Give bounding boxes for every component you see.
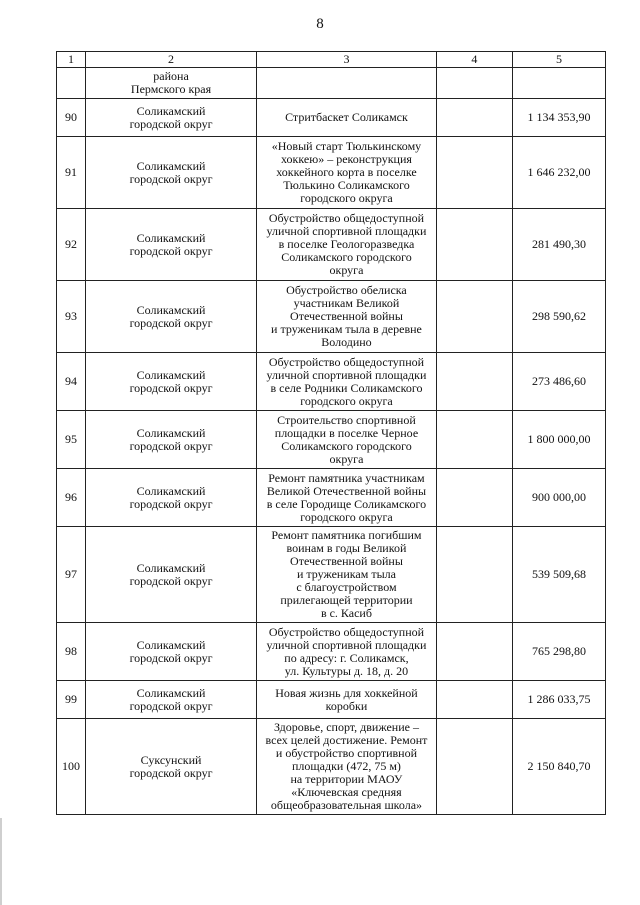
row-number: 96 [57, 469, 86, 527]
table-row [57, 719, 606, 815]
table-row [57, 281, 606, 353]
table-row [57, 353, 606, 411]
municipality-cell: Соликамский городской округ [85, 281, 256, 353]
municipality-cell: Соликамский городской округ [85, 623, 256, 681]
col4-cell [436, 411, 512, 469]
col4-cell [436, 99, 512, 137]
row-number: 90 [57, 99, 86, 137]
col4-cell [436, 469, 512, 527]
row-number: 98 [57, 623, 86, 681]
amount-cell: 2 150 840,70 [513, 719, 606, 815]
project-cell: Обустройство общедоступной уличной спортивной площадки по адресу: г. Соликамск, ул. Культуры д. 18, д. 20 [257, 623, 437, 681]
municipality-cell: Соликамский городской округ [85, 681, 256, 719]
amount-cell: 298 590,62 [513, 281, 606, 353]
column-header-4: 4 [436, 52, 512, 68]
table-row [57, 681, 606, 719]
row-number: 99 [57, 681, 86, 719]
municipality-cell: Соликамский городской округ [85, 137, 256, 209]
column-number-row [57, 52, 606, 68]
table-row [57, 99, 606, 137]
project-cell: Обустройство общедоступной уличной спортивной площадки в поселке Геологоразведка Соликамского городского округа [257, 209, 437, 281]
project-cell: Обустройство обелиска участникам Великой Отечественной войны и труженикам тыла в деревне Володино [257, 281, 437, 353]
table-row [57, 623, 606, 681]
col4-cell [436, 681, 512, 719]
continuation-row [57, 68, 606, 99]
amount-cell: 1 800 000,00 [513, 411, 606, 469]
municipality-cell: Соликамский городской округ [85, 469, 256, 527]
page-edge-line [0, 818, 2, 905]
project-cell: Обустройство общедоступной уличной спортивной площадки в селе Родники Соликамского городского округа [257, 353, 437, 411]
amount-cell: 281 490,30 [513, 209, 606, 281]
table-body [57, 68, 606, 815]
municipality-cell: Соликамский городской округ [85, 411, 256, 469]
project-cell: Ремонт памятника участникам Великой Отечественной войны в селе Городище Соликамского городского округа [257, 469, 437, 527]
amount-cell [513, 68, 606, 99]
column-header-5: 5 [513, 52, 606, 68]
col4-cell [436, 623, 512, 681]
col4-cell [436, 281, 512, 353]
municipality-cell: Соликамский городской округ [85, 99, 256, 137]
amount-cell: 765 298,80 [513, 623, 606, 681]
table-row [57, 469, 606, 527]
column-header-3: 3 [257, 52, 437, 68]
col4-cell [436, 68, 512, 99]
municipality-cell: Соликамский городской округ [85, 209, 256, 281]
col4-cell [436, 137, 512, 209]
row-number: 93 [57, 281, 86, 353]
col4-cell [436, 353, 512, 411]
table-row [57, 527, 606, 623]
amount-cell: 1 646 232,00 [513, 137, 606, 209]
page-number: 8 [316, 16, 324, 32]
row-number: 100 [57, 719, 86, 815]
table-row [57, 137, 606, 209]
column-header-2: 2 [85, 52, 256, 68]
amount-cell: 539 509,68 [513, 527, 606, 623]
row-number: 97 [57, 527, 86, 623]
project-cell: Строительство спортивной площадки в поселке Черное Соликамского городского округа [257, 411, 437, 469]
col4-cell [436, 527, 512, 623]
row-number: 91 [57, 137, 86, 209]
row-number: 95 [57, 411, 86, 469]
table-row [57, 209, 606, 281]
project-cell: Здоровье, спорт, движение – всех целей достижение. Ремонт и обустройство спортивной площадки (472, 75 м) на территории МАОУ «Ключевская средняя общеобразовательная школа» [257, 719, 437, 815]
amount-cell: 1 134 353,90 [513, 99, 606, 137]
municipality-cell: Соликамский городской округ [85, 527, 256, 623]
project-cell: Новая жизнь для хоккейной коробки [257, 681, 437, 719]
municipality-cell: Соликамский городской округ [85, 353, 256, 411]
row-number: 94 [57, 353, 86, 411]
row-number [57, 68, 86, 99]
col4-cell [436, 209, 512, 281]
table-row [57, 411, 606, 469]
project-cell: «Новый старт Тюлькинскому хоккею» – реконструкция хоккейного корта в поселке Тюлькино Соликамского городского округа [257, 137, 437, 209]
amount-cell: 1 286 033,75 [513, 681, 606, 719]
amount-cell: 900 000,00 [513, 469, 606, 527]
col4-cell [436, 719, 512, 815]
amount-cell: 273 486,60 [513, 353, 606, 411]
project-cell [257, 68, 437, 99]
project-cell: Стритбаскет Соликамск [257, 99, 437, 137]
column-header-1: 1 [57, 52, 86, 68]
row-number: 92 [57, 209, 86, 281]
allocation-table [56, 51, 606, 815]
municipality-cell: района Пермского края [85, 68, 256, 99]
municipality-cell: Суксунский городской округ [85, 719, 256, 815]
project-cell: Ремонт памятника погибшим воинам в годы Великой Отечественной войны и труженикам тыла с благоустройством прилегающей территории в с. Касиб [257, 527, 437, 623]
